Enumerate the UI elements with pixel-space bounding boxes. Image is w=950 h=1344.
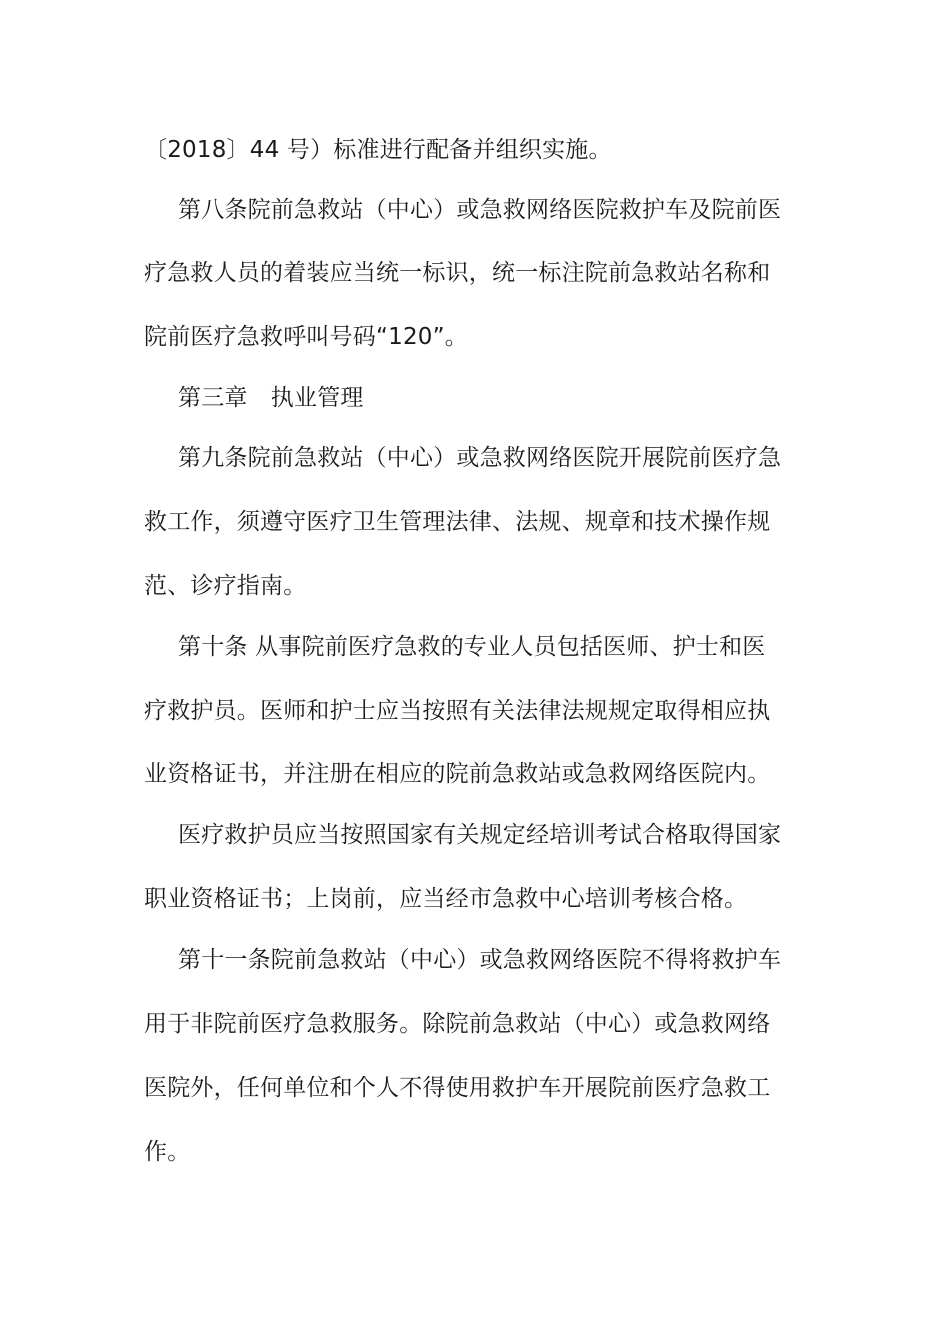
text-line: 〔2018〕44 号）标准进行配备并组织实施。: [144, 137, 612, 163]
paragraph-article-8-line-1: 第八条院前急救站（中心）或急救网络医院救护车及院前医: [178, 197, 782, 223]
paragraph-article-10-line-2: 疗救护员。医师和护士应当按照有关法律法规规定取得相应执: [144, 698, 771, 724]
paragraph-article-8-line-2: 疗急救人员的着装应当统一标识，统一标注院前急救站名称和: [144, 260, 771, 286]
paragraph-article-11-line-3: 医院外，任何单位和个人不得使用救护车开展院前医疗急救工: [144, 1075, 771, 1101]
paragraph-article-10-line-3: 业资格证书，并注册在相应的院前急救站或急救网络医院内。: [144, 761, 771, 787]
paragraph-article-10-line-1: 第十条 从事院前医疗急救的专业人员包括医师、护士和医: [178, 634, 766, 660]
paragraph-article-9-line-1: 第九条院前急救站（中心）或急救网络医院开展院前医疗急: [178, 445, 782, 471]
paragraph-article-8-line-3: 院前医疗急救呼叫号码“120”。: [144, 324, 468, 350]
paragraph-article-11-line-4: 作。: [144, 1139, 191, 1165]
paragraph-rescuer-line-1: 医疗救护员应当按照国家有关规定经培训考试合格取得国家: [178, 822, 782, 848]
paragraph-article-11-line-1: 第十一条院前急救站（中心）或急救网络医院不得将救护车: [178, 947, 782, 973]
paragraph-article-11-line-2: 用于非院前医疗急救服务。除院前急救站（中心）或急救网络: [144, 1011, 771, 1037]
chapter-heading: 第三章 执业管理: [178, 385, 364, 411]
paragraph-article-9-line-2: 救工作，须遵守医疗卫生管理法律、法规、规章和技术操作规: [144, 509, 771, 535]
paragraph-rescuer-line-2: 职业资格证书；上岗前，应当经市急救中心培训考核合格。: [144, 886, 748, 912]
paragraph-article-9-line-3: 范、诊疗指南。: [144, 573, 307, 599]
